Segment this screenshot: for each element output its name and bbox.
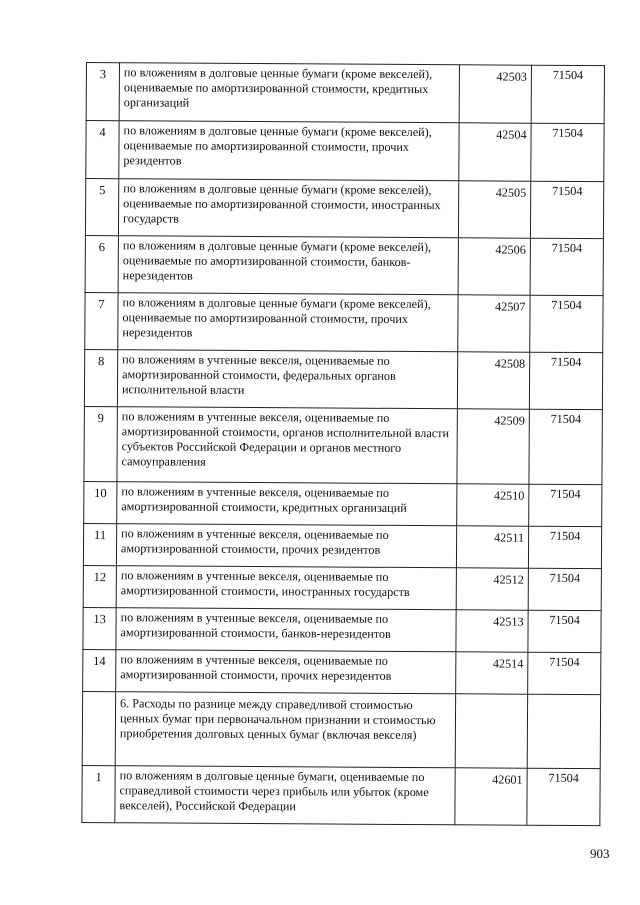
symbol-code: 71504 (528, 526, 601, 568)
account-code: 42503 (459, 65, 531, 123)
account-code: 42601 (455, 768, 527, 825)
symbol-code: 71504 (528, 652, 601, 694)
row-description: по вложениям в учтенные векселя, оцениваемые по амортизированной стоимости, федеральных органов исполнительной власти (117, 350, 457, 409)
row-number: 4 (86, 121, 119, 179)
account-code: 42507 (458, 295, 530, 352)
page-number: 903 (590, 846, 610, 861)
table-row (86, 121, 604, 182)
symbol-code: 71504 (530, 238, 603, 295)
symbol-code: 71504 (528, 610, 601, 652)
table-row (83, 649, 601, 694)
row-number: 6 (85, 235, 118, 292)
row-description: по вложениям в учтенные векселя, оцениваемые по амортизированной стоимости, прочих нерезидентов (116, 650, 456, 694)
section-row (82, 691, 600, 768)
row-number: 3 (86, 63, 119, 121)
table-row (83, 565, 601, 610)
table-row (83, 607, 601, 652)
row-description: по вложениям в учтенные векселя, оцениваемые по амортизированной стоимости, органов исполнительной власти субъектов Российской Федерации и органов местного самоуправления (117, 407, 457, 484)
table-row (85, 179, 603, 239)
table-row (83, 523, 601, 568)
row-number: 5 (85, 179, 118, 236)
table-row (84, 349, 602, 409)
row-description: по вложениям в учтенные векселя, оцениваемые по амортизированной стоимости, банков-нерезидентов (116, 608, 456, 652)
row-number: 8 (84, 349, 117, 406)
row-description: по вложениям в учтенные векселя, оцениваемые по амортизированной стоимости, кредитных организаций (117, 482, 457, 526)
table-row (85, 292, 603, 352)
symbol-code: 71504 (529, 484, 602, 526)
table-row (84, 481, 602, 526)
row-number: 10 (84, 481, 117, 523)
account-code: 42509 (457, 409, 529, 484)
account-code: 42508 (457, 352, 529, 409)
symbol-code: 71504 (529, 352, 602, 409)
section-heading: 6. Расходы по разнице между справедливой стоимостью ценных бумаг при первоначальном признании и стоимостью приобретения долговых ценных бумаг (включая векселя) (115, 692, 455, 768)
table-row (86, 63, 604, 124)
account-code: 42512 (456, 568, 528, 610)
symbol-code: 71504 (529, 409, 602, 484)
row-description: по вложениям в долговые ценные бумаги (кроме векселей), оцениваемые по амортизированной стоимости, иностранных государств (118, 179, 458, 238)
row-description: по вложениям в долговые ценные бумаги (кроме векселей), оцениваемые по амортизированной стоимости, прочих нерезидентов (118, 293, 458, 352)
symbol-code: 71504 (530, 181, 603, 238)
row-description: по вложениям в долговые ценные бумаги, оцениваемые по справедливой стоимости через прибыль или убыток (кроме векселей), Российской Федерации (115, 766, 455, 825)
row-description: по вложениям в долговые ценные бумаги (кроме векселей), оцениваемые по амортизированной стоимости, банков-нерезидентов (118, 236, 458, 295)
symbol-code: 71504 (528, 568, 601, 610)
empty-cell (455, 694, 527, 768)
table-row (85, 235, 603, 295)
symbol-code: 71504 (531, 65, 604, 123)
row-number: 9 (84, 406, 117, 481)
row-number: 1 (82, 765, 115, 822)
row-number: 14 (83, 649, 116, 691)
account-code: 42513 (456, 610, 528, 652)
table-row (84, 406, 602, 484)
section-number-cell (82, 691, 115, 765)
account-code: 42505 (458, 181, 530, 238)
account-code: 42510 (457, 484, 529, 526)
row-number: 13 (83, 607, 116, 649)
table-row (82, 765, 600, 825)
account-code: 42514 (456, 652, 528, 694)
symbol-code: 71504 (531, 123, 604, 181)
account-code: 42511 (456, 526, 528, 568)
symbol-code: 71504 (530, 295, 603, 352)
row-description: по вложениям в долговые ценные бумаги (кроме векселей), оцениваемые по амортизированной стоимости, прочих резидентов (119, 121, 459, 181)
accounts-table (81, 62, 605, 826)
symbol-code: 71504 (527, 768, 600, 825)
empty-cell (527, 694, 600, 768)
row-description: по вложениям в учтенные векселя, оцениваемые по амортизированной стоимости, прочих резидентов (116, 524, 456, 568)
row-description: по вложениям в учтенные векселя, оцениваемые по амортизированной стоимости, иностранных государств (116, 566, 456, 610)
row-description: по вложениям в долговые ценные бумаги (кроме векселей), оцениваемые по амортизированной стоимости, кредитных организаций (119, 63, 459, 123)
row-number: 7 (85, 292, 118, 349)
account-code: 42506 (458, 238, 530, 295)
row-number: 12 (83, 565, 116, 607)
account-code: 42504 (459, 123, 531, 181)
row-number: 11 (83, 523, 116, 565)
